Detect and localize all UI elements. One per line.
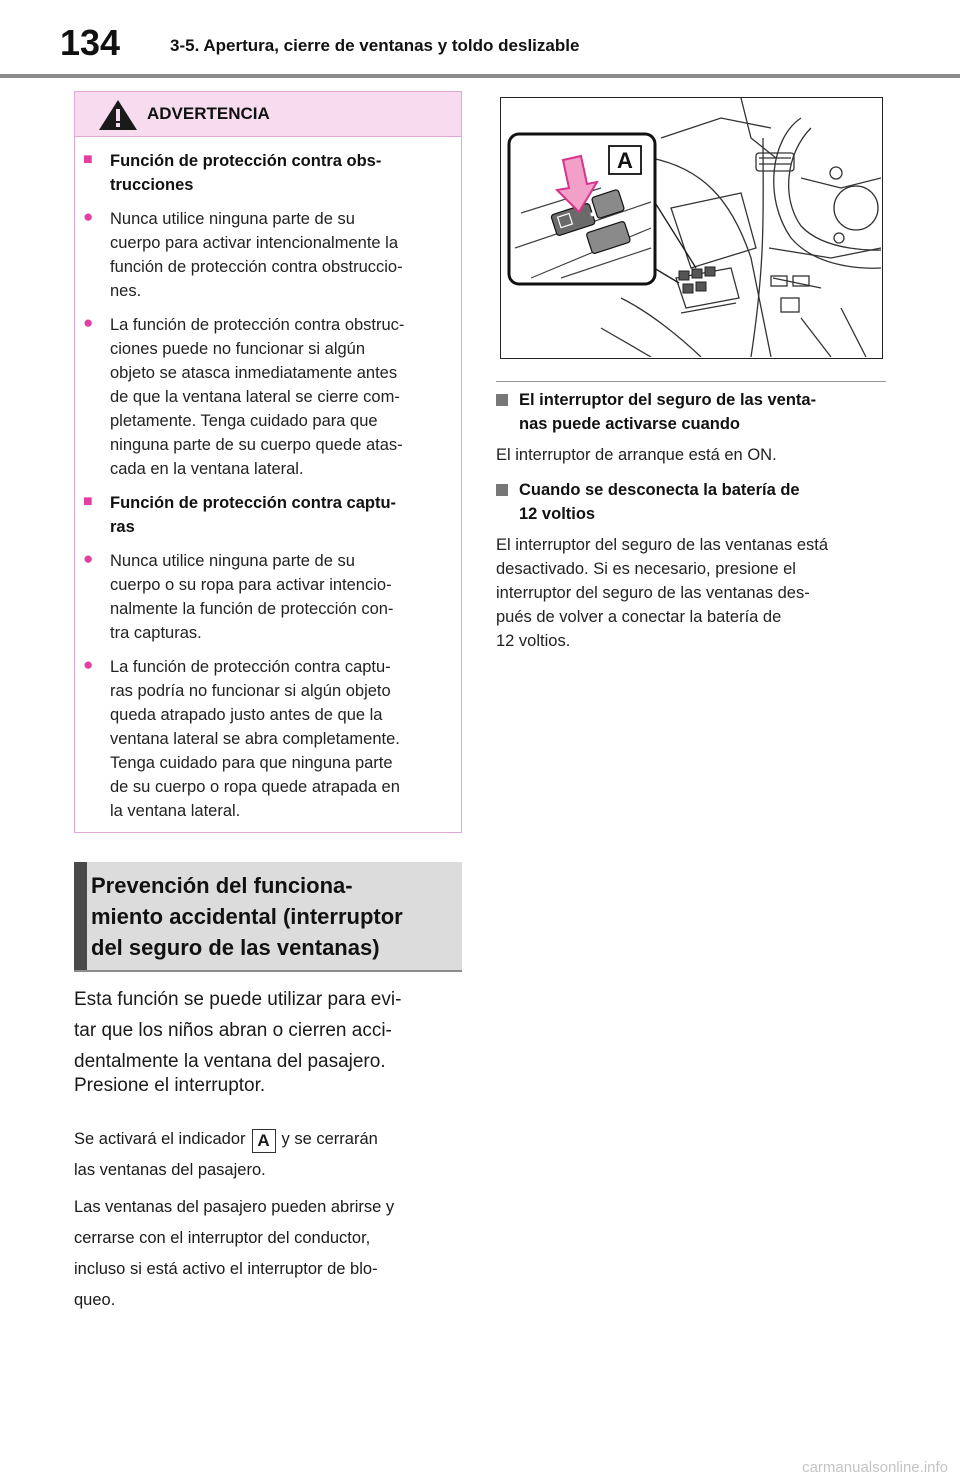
warning-bullet <box>83 549 443 645</box>
note-text: y se cerrarán <box>281 1130 378 1148</box>
circle-bullet-icon: ● <box>83 313 94 332</box>
info-heading <box>496 388 886 436</box>
warning-heading-obstruction <box>83 149 443 197</box>
square-bullet-icon: ■ <box>83 493 93 510</box>
circle-bullet-icon: ● <box>83 655 94 674</box>
warning-title: ADVERTENCIA <box>147 104 270 123</box>
car-door-panel-drawing <box>501 98 881 357</box>
warning-bullet <box>83 655 443 823</box>
info-item-activation <box>496 388 886 467</box>
circle-bullet-icon: ● <box>83 549 94 568</box>
warning-bullet-text: Nunca utilice ninguna parte de su cuerpo o su ropa para activar intencio- nalmente la función de protección con- tra capturas. <box>110 552 394 642</box>
info-heading-text: Cuando se desconecta la batería de 12 voltios <box>519 481 800 523</box>
info-text: El interruptor de arranque está en ON. <box>496 446 777 464</box>
section-step: Presione el interruptor. <box>74 1075 266 1096</box>
warning-heading-text: Función de protección contra obs- trucciones <box>110 152 382 194</box>
section-heading <box>74 862 462 972</box>
info-text: El interruptor del seguro de las ventanas está desactivado. Si es necesario, presione el interruptor del seguro de las ventanas des- pués de volver a conectar la batería de 12 voltios. <box>496 536 829 650</box>
window-lock-switch-illustration <box>500 97 883 359</box>
circle-bullet-icon: ● <box>83 207 94 226</box>
section-intro: Esta función se puede utilizar para evi- tar que los niños abran o cierren acci- dentalmente la ventana del pasajero. <box>74 989 402 1072</box>
info-heading-text: El interruptor del seguro de las venta- nas puede activarse cuando <box>519 391 817 433</box>
section-note-2: Las ventanas del pasajero pueden abrirse y cerrarse con el interruptor del conductor, incluso si está activo el interruptor de blo- queo. <box>74 1198 395 1309</box>
section-note-1 <box>74 1124 464 1186</box>
info-heading <box>496 478 886 526</box>
square-bullet-icon <box>496 484 508 496</box>
note-text: Se activará el indicador <box>74 1130 246 1148</box>
warning-triangle-icon <box>97 98 139 132</box>
square-bullet-icon: ■ <box>83 151 93 168</box>
page-number: 134 <box>60 22 121 63</box>
watermark: carmanualsonline.info <box>802 1459 948 1476</box>
section-title: Prevención del funciona- miento accidental (interruptor del seguro de las ventanas) <box>91 873 403 960</box>
callout-a-tag: A <box>252 1129 276 1153</box>
warning-heading-text: Función de protección contra captu- ras <box>110 494 397 536</box>
info-item-battery <box>496 478 886 653</box>
warning-box <box>74 91 462 833</box>
warning-heading-capture <box>83 491 443 539</box>
warning-bullet <box>83 313 443 481</box>
square-bullet-icon <box>496 394 508 406</box>
chapter-title: 3-5. Apertura, cierre de ventanas y toldo deslizable <box>170 36 580 55</box>
callout-label: A <box>617 148 633 173</box>
page-header <box>0 0 960 78</box>
warning-bullet-text: La función de protección contra obstruc- ciones puede no funcionar si algún objeto se atasca inmediatamente antes de que la ventana lateral se cierre com- pletamente. Tenga cuidado para que ninguna parte de su cuerpo quede atas- cada en la ventana lateral. <box>110 316 405 478</box>
note-text: las ventanas del pasajero. <box>74 1161 266 1179</box>
warning-bullet <box>83 207 443 303</box>
warning-content <box>75 137 461 823</box>
divider <box>496 381 886 382</box>
warning-bullet-text: La función de protección contra captu- ras podría no funcionar si algún objeto queda atrapado justo antes de que la ventana lateral se abra completamente. Tenga cuidado para que ninguna parte de su cuerpo o ropa quede atrapada en la ventana lateral. <box>110 658 400 820</box>
warning-header <box>75 92 461 137</box>
warning-bullet-text: Nunca utilice ninguna parte de su cuerpo para activar intencionalmente la función de protección contra obstruccio- nes. <box>110 210 403 300</box>
